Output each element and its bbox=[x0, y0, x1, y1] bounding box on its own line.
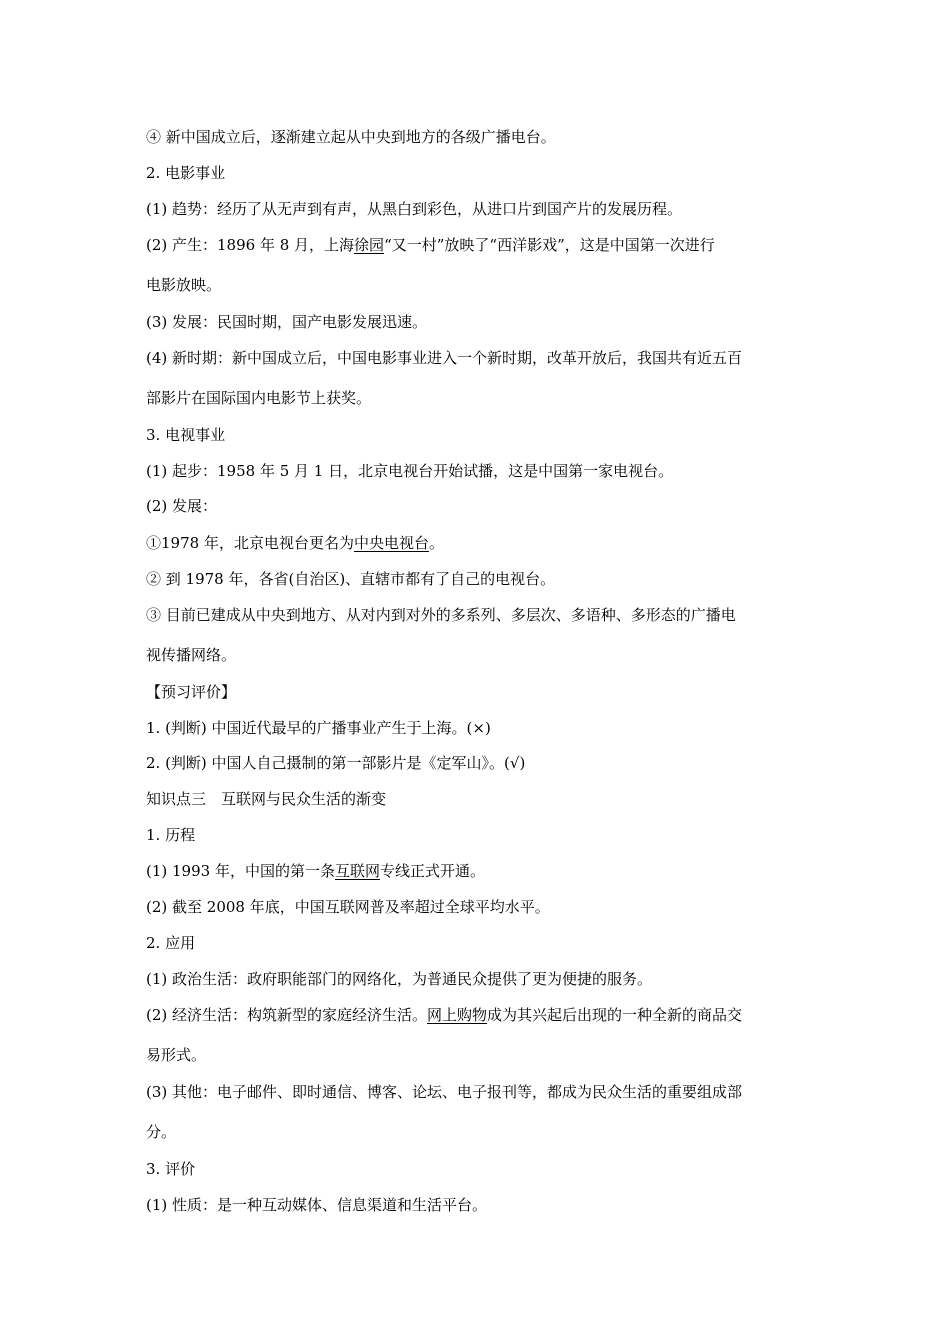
line-text: 2. (判断) 中国人自己摄制的第一部影片是《定军山》。(√) bbox=[146, 754, 526, 772]
text-line bbox=[146, 533, 444, 553]
text-line bbox=[146, 969, 652, 989]
underlined-keyword: 徐园 bbox=[354, 236, 385, 254]
line-text: “又一村”放映了“西洋影戏”，这是中国第一次进行 bbox=[384, 236, 715, 254]
line-text: 2. 应用 bbox=[146, 934, 196, 952]
section-heading bbox=[146, 1159, 195, 1179]
line-text: (1) 性质：是一种互动媒体、信息渠道和生活平台。 bbox=[146, 1196, 488, 1214]
line-text: (1) 起步：1958 年 5 月 1 日，北京电视台开始试播，这是中国第一家电视台。 bbox=[146, 462, 674, 480]
line-text: 【预习评价】 bbox=[146, 683, 237, 701]
line-text: (2) 发展： bbox=[146, 497, 218, 515]
line-text: ② 到 1978 年，各省(自治区)、直辖市都有了自己的电视台。 bbox=[146, 570, 556, 588]
line-text: 成为其兴起后出现的一种全新的商品交 bbox=[487, 1006, 743, 1024]
text-line bbox=[146, 496, 217, 516]
line-text: (1) 1993 年，中国的第一条 bbox=[146, 862, 335, 880]
line-text: 。 bbox=[428, 534, 444, 552]
line-text: 电影放映。 bbox=[146, 276, 222, 294]
line-text: (3) 其他：电子邮件、即时通信、博客、论坛、电子报刊等，都成为民众生活的重要组成部 bbox=[146, 1083, 743, 1101]
section-heading bbox=[146, 425, 225, 445]
text-line bbox=[146, 1005, 742, 1025]
section-heading bbox=[146, 933, 195, 953]
text-line bbox=[146, 1045, 206, 1065]
text-line bbox=[146, 235, 715, 255]
text-line bbox=[146, 718, 491, 738]
text-line bbox=[146, 388, 371, 408]
underlined-keyword: 互联网 bbox=[334, 862, 380, 880]
text-line bbox=[146, 312, 427, 332]
line-text: ④ 新中国成立后，逐渐建立起从中央到地方的各级广播电台。 bbox=[146, 128, 556, 146]
text-line bbox=[146, 461, 673, 481]
line-text: 1. (判断) 中国近代最早的广播事业产生于上海。(×) bbox=[146, 719, 491, 737]
line-text: 易形式。 bbox=[146, 1046, 207, 1064]
line-text: 知识点三 互联网与民众生活的渐变 bbox=[146, 790, 387, 808]
text-line bbox=[146, 1122, 176, 1142]
line-text: (4) 新时期：新中国成立后，中国电影事业进入一个新时期，改革开放后，我国共有近五百 bbox=[146, 349, 743, 367]
text-line bbox=[146, 861, 485, 881]
line-text: 视传播网络。 bbox=[146, 646, 237, 664]
line-text: 1. 历程 bbox=[146, 826, 196, 844]
line-text: (2) 产生：1896 年 8 月，上海 bbox=[146, 236, 355, 254]
section-heading bbox=[146, 789, 386, 809]
line-text: 部影片在国际国内电影节上获奖。 bbox=[146, 389, 372, 407]
line-text: (1) 政治生活：政府职能部门的网络化，为普通民众提供了更为便捷的服务。 bbox=[146, 970, 653, 988]
line-text: (2) 截至 2008 年底，中国互联网普及率超过全球平均水平。 bbox=[146, 898, 550, 916]
line-text: 3. 评价 bbox=[146, 1160, 196, 1178]
text-line bbox=[146, 605, 736, 625]
text-line bbox=[146, 569, 555, 589]
line-text: (1) 趋势：经历了从无声到有声，从黑白到彩色，从进口片到国产片的发展历程。 bbox=[146, 200, 683, 218]
underlined-keyword: 中央电视台 bbox=[353, 534, 429, 552]
text-line bbox=[146, 348, 742, 368]
line-text: 2. 电影事业 bbox=[146, 164, 226, 182]
text-line bbox=[146, 897, 550, 917]
text-line bbox=[146, 127, 556, 147]
section-heading bbox=[146, 163, 225, 183]
section-heading bbox=[146, 682, 236, 702]
line-text: ①1978 年，北京电视台更名为 bbox=[146, 534, 354, 552]
line-text: (3) 发展：民国时期，国产电影发展迅速。 bbox=[146, 313, 428, 331]
text-line bbox=[146, 1082, 742, 1102]
line-text: 专线正式开通。 bbox=[379, 862, 485, 880]
section-heading bbox=[146, 825, 195, 845]
text-line bbox=[146, 1195, 487, 1215]
line-text: 分。 bbox=[146, 1123, 177, 1141]
underlined-keyword: 网上购物 bbox=[427, 1006, 488, 1024]
text-line bbox=[146, 645, 236, 665]
line-text: 3. 电视事业 bbox=[146, 426, 226, 444]
text-line bbox=[146, 753, 525, 773]
text-line bbox=[146, 275, 221, 295]
text-line bbox=[146, 199, 682, 219]
line-text: ③ 目前已建成从中央到地方、从对内到对外的多系列、多层次、多语种、多形态的广播电 bbox=[146, 606, 736, 624]
line-text: (2) 经济生活：构筑新型的家庭经济生活。 bbox=[146, 1006, 428, 1024]
